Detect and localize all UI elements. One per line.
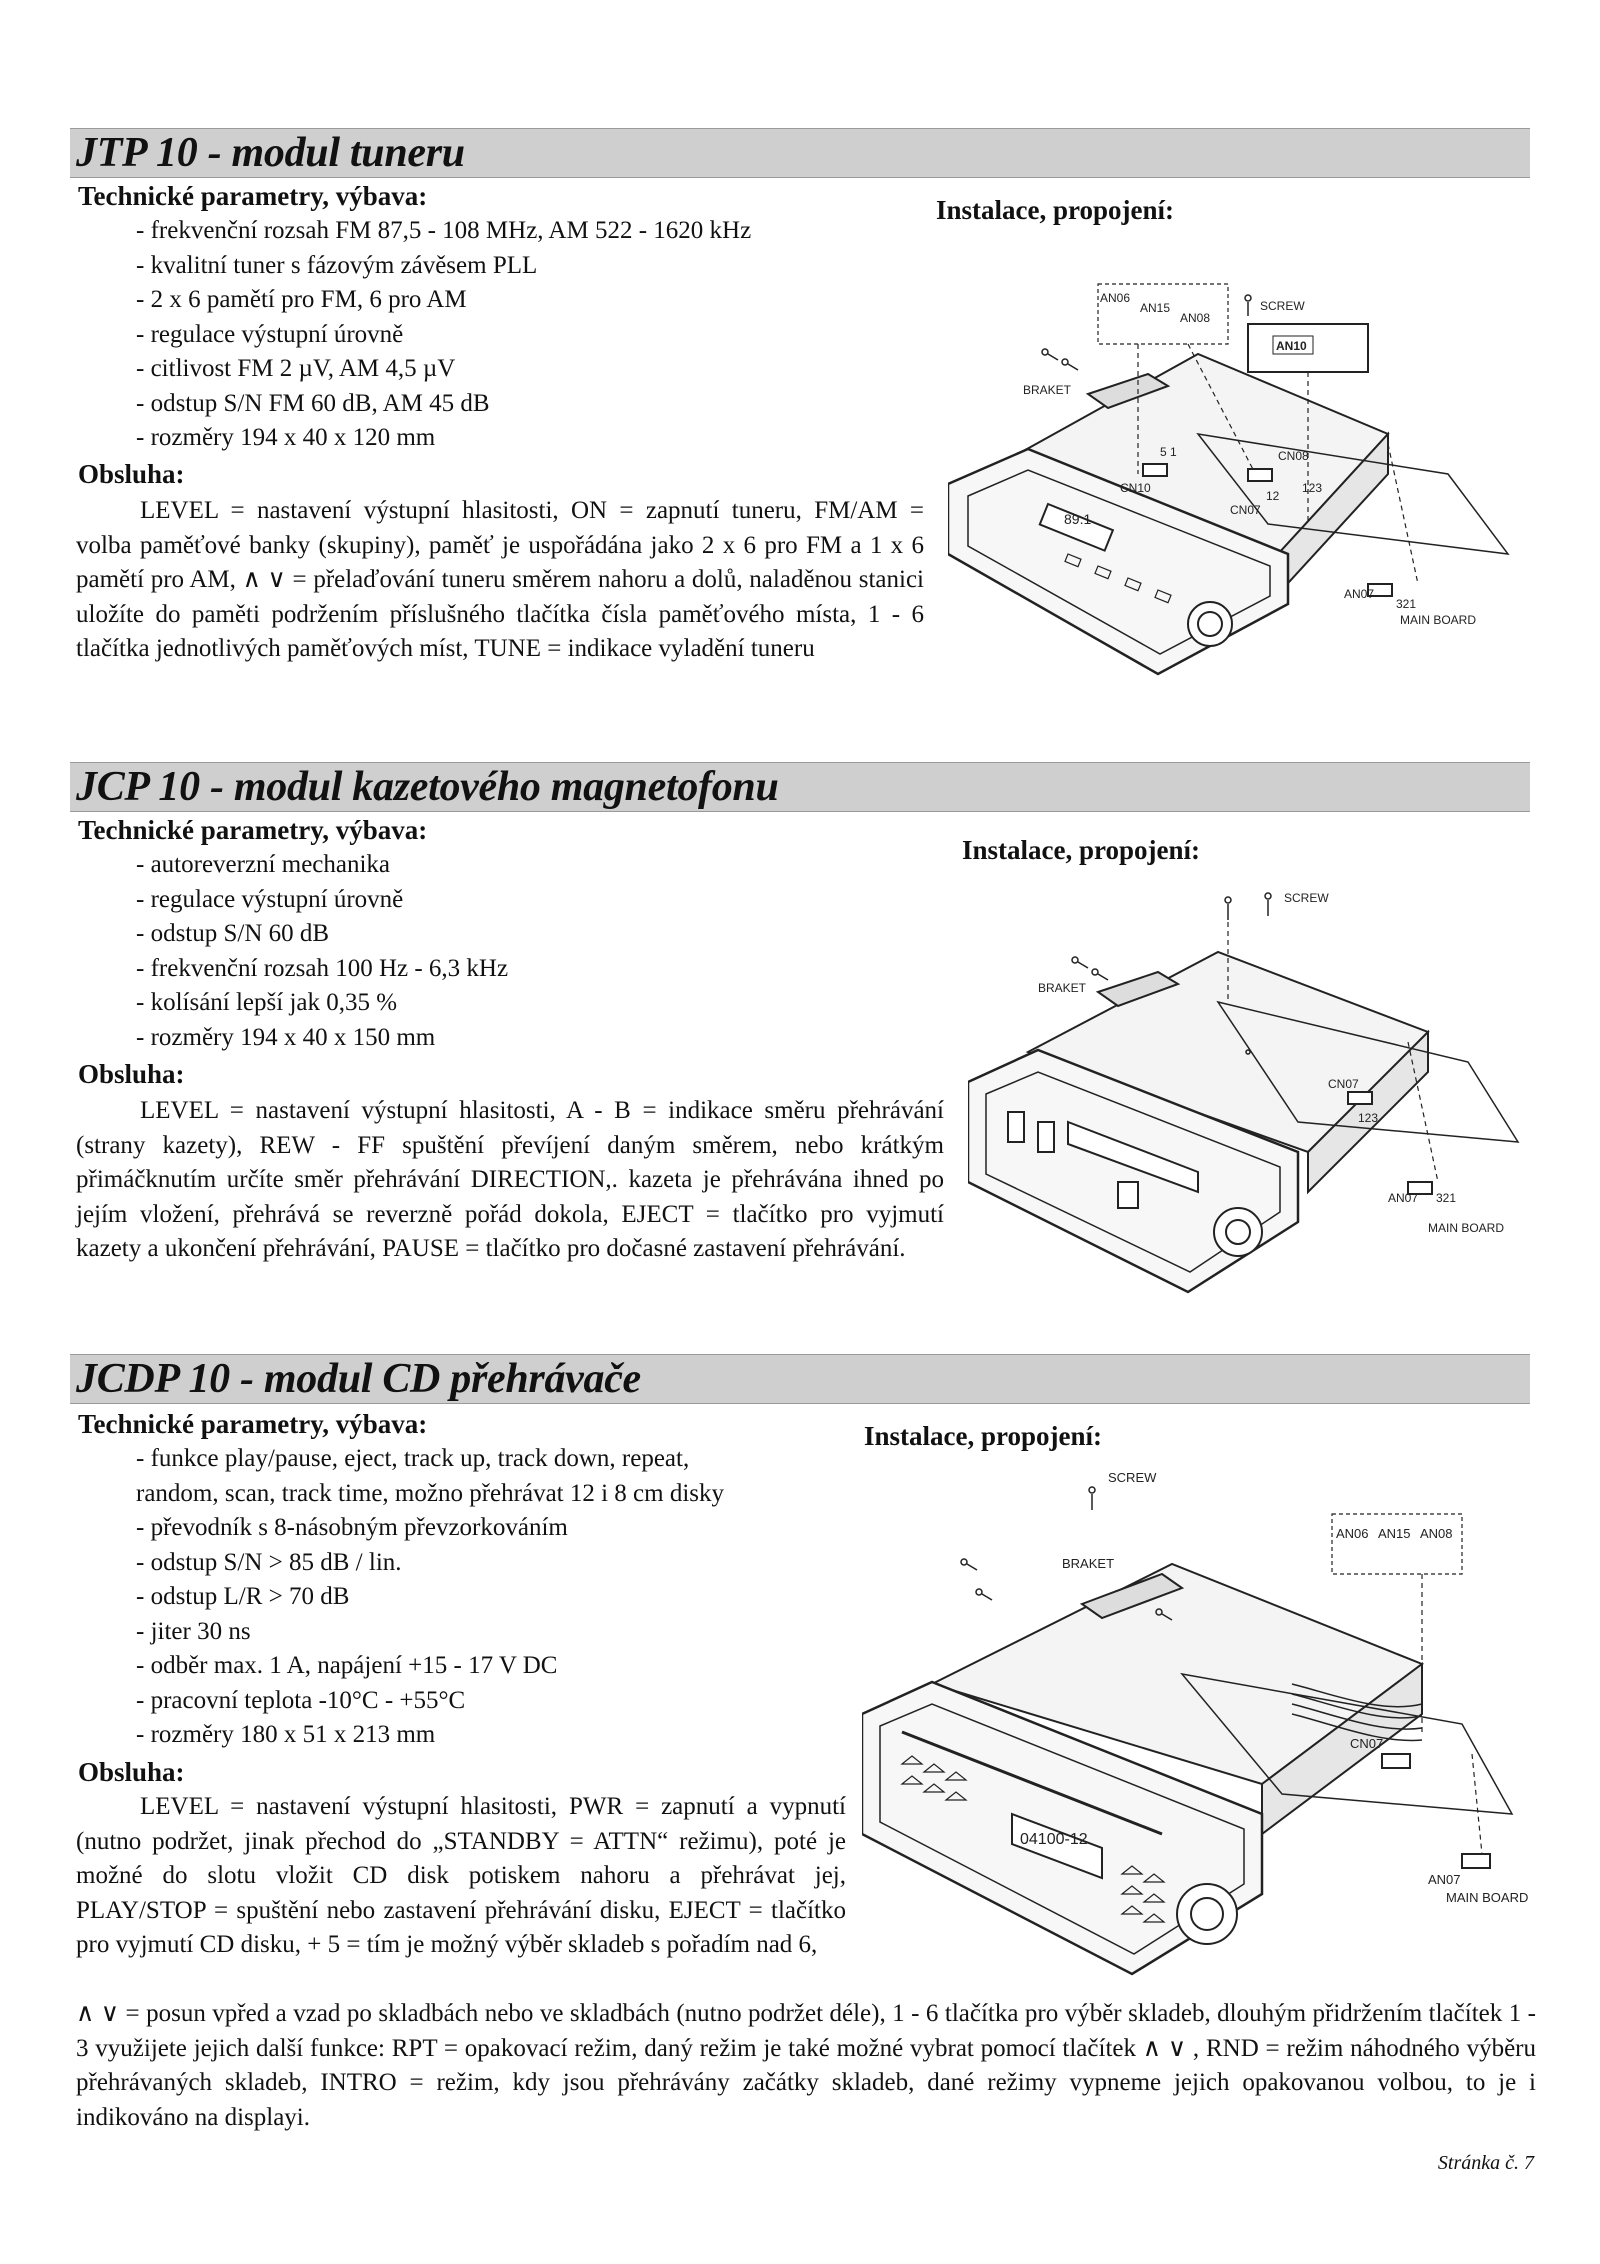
- specs-heading: Technické parametry, výbava:: [78, 181, 428, 211]
- label-braket: BRAKET: [1023, 383, 1072, 397]
- label-main-board: MAIN BOARD: [1428, 1221, 1505, 1235]
- label-cn07: CN07: [1230, 503, 1261, 517]
- spec-item: - autoreverzní mechanika: [136, 851, 391, 878]
- section-title: JTP 10 - modul tuneru: [76, 130, 465, 176]
- label-pins-b: 12: [1266, 489, 1280, 503]
- section-title-bar: [70, 762, 1530, 812]
- spec-item: - rozměry 194 x 40 x 150 mm: [136, 1023, 436, 1051]
- label-an15: AN15: [1378, 1526, 1411, 1541]
- label-braket: BRAKET: [1062, 1556, 1115, 1571]
- label-pins-a: 5 1: [1160, 445, 1177, 459]
- specs-list: [136, 848, 508, 1055]
- spec-item: - odstup S/N > 85 dB / lin.: [136, 1548, 402, 1576]
- install-heading: Instalace, propojení:: [962, 835, 1201, 865]
- spec-item: - odstup L/R > 70 dB: [136, 1583, 350, 1610]
- label-an07: AN07: [1344, 587, 1375, 601]
- spec-item: - odběr max. 1 A, napájení +15 - 17 V DC: [136, 1652, 558, 1679]
- label-screw: SCREW: [1260, 299, 1305, 313]
- label-an08: AN08: [1420, 1526, 1453, 1541]
- label-an06: AN06: [1100, 291, 1131, 305]
- label-main-board: MAIN BOARD: [1400, 613, 1477, 627]
- spec-item: - citlivost FM 2 µV, AM 4,5 µV: [136, 355, 456, 382]
- label-an06: AN06: [1336, 1526, 1369, 1541]
- label-display: 89.1: [1064, 511, 1092, 527]
- label-cn07: CN07: [1328, 1077, 1359, 1091]
- label-an10: AN10: [1276, 339, 1307, 353]
- spec-item: - jiter 30 ns: [136, 1617, 251, 1645]
- operation-text-wide: ∧ ∨ = posun vpřed a vzad po skladbách nebo ve skladbách (nutno podržet déle), 1 - 6 tlačítka pro výběr skladeb, dlouhým přidržením tlačítek 1 - 3 využijete jejich další funkce: RPT = opakovací režim, daný režim je také možné vybrat pomocí tlačítek ∧ ∨ , RND = režim náhodného výběru přehrávaných skladeb, INTRO = režim, kdy jsou přehrávány začátky skladeb, dané režimy vypneme jejich opakovanou volbou, to je i indikováno na displayi.: [76, 2000, 1536, 2131]
- install-heading: Instalace, propojení:: [936, 195, 1175, 225]
- section-cd-player: [70, 1354, 1536, 2131]
- spec-item: - regulace výstupní úrovně: [136, 320, 404, 348]
- label-an15: AN15: [1140, 301, 1171, 315]
- operation-heading: Obsluha:: [78, 1757, 185, 1787]
- section-cassette: [70, 762, 1530, 1322]
- spec-item: - funkce play/pause, eject, track up, track down, repeat,: [136, 1445, 690, 1472]
- spec-item: - odstup S/N 60 dB: [136, 920, 330, 947]
- spec-item: - frekvenční rozsah FM 87,5 - 108 MHz, AM 522 - 1620 kHz: [136, 217, 752, 244]
- label-an08: AN08: [1180, 311, 1211, 325]
- operation-heading: Obsluha:: [78, 1059, 185, 1089]
- section-title-bar: [70, 128, 1530, 178]
- label-cn07: CN07: [1350, 1736, 1384, 1751]
- page-number: Stránka č. 7: [1437, 2152, 1534, 2174]
- label-braket: BRAKET: [1038, 981, 1087, 995]
- label-pins-d: 321: [1436, 1191, 1457, 1205]
- spec-item: - regulace výstupní úrovně: [136, 885, 404, 913]
- install-heading: Instalace, propojení:: [864, 1421, 1103, 1451]
- label-main-board: MAIN BOARD: [1446, 1890, 1529, 1905]
- label-pins-c: 123: [1302, 481, 1323, 495]
- spec-item: - rozměry 194 x 40 x 120 mm: [136, 424, 436, 451]
- label-cn10: CN10: [1120, 481, 1151, 495]
- cd-install-diagram: [862, 1454, 1530, 1990]
- spec-item: - kvalitní tuner s fázovým závěsem PLL: [136, 251, 538, 279]
- label-screw: SCREW: [1284, 891, 1329, 905]
- operation-heading: Obsluha:: [78, 459, 185, 489]
- specs-heading: Technické parametry, výbava:: [78, 815, 428, 845]
- label-pins-c: 123: [1358, 1111, 1379, 1125]
- section-tuner: [70, 128, 1530, 728]
- section-title-bar: [70, 1354, 1530, 1404]
- specs-heading: Technické parametry, výbava:: [78, 1409, 428, 1439]
- label-cn08: CN08: [1278, 449, 1309, 463]
- spec-item: - pracovní teplota -10°C - +55°C: [136, 1686, 466, 1714]
- specs-list: [136, 1442, 724, 1753]
- label-an07: AN07: [1388, 1191, 1419, 1205]
- label-pins-d: 321: [1396, 597, 1417, 611]
- specs-list: [136, 214, 751, 456]
- spec-item: - 2 x 6 pamětí pro FM, 6 pro AM: [136, 286, 467, 313]
- label-screw: SCREW: [1108, 1470, 1157, 1485]
- tuner-install-diagram: [948, 224, 1528, 724]
- operation-text-narrow: LEVEL = nastavení výstupní hlasitosti, PWR = zapnutí a vypnutí (nutno podržet, jinak přechod do „STANDBY = ATTN“ režimu), poté je možné do slotu vložit CD disk potiskem nahoru a přehrávat jej, PLAY/STOP = spuštění nebo zastavení přehrávání disku, EJECT = tlačítko pro vyjmutí CD disku, + 5 = tím je možný výběr skladeb s pořadím nad 6,: [76, 1793, 846, 1958]
- spec-item: - kolísání lepší jak 0,35 %: [136, 989, 398, 1016]
- spec-item: - odstup S/N FM 60 dB, AM 45 dB: [136, 389, 490, 417]
- operation-text: LEVEL = nastavení výstupní hlasitosti, A - B = indikace směru přehrávání (strany kazety), REW - FF spuštění převíjení daným směrem, nebo krátkým přimáčknutím určíte směr přehrávání DIRECTION,. kazeta je přehrávána ihned po jejím vložení, přehrává se reverzně pořád dokola, EJECT = tlačítko pro vyjmutí kazety a ukončení přehrávání, PAUSE = tlačítko pro dočasné zastavení přehrávání.: [76, 1097, 944, 1262]
- spec-item: - převodník s 8-násobným převzorkováním: [136, 1514, 568, 1541]
- spec-item: - frekvenční rozsah 100 Hz - 6,3 kHz: [136, 954, 509, 982]
- cassette-install-diagram: [968, 882, 1528, 1322]
- label-an07: AN07: [1428, 1872, 1461, 1887]
- section-title: JCP 10 - modul kazetového magnetofonu: [76, 764, 779, 810]
- spec-item: random, scan, track time, možno přehrávat 12 i 8 cm disky: [136, 1479, 725, 1507]
- label-display: 04100-12: [1020, 1831, 1088, 1848]
- section-title: JCDP 10 - modul CD přehrávače: [76, 1356, 641, 1402]
- operation-text: LEVEL = nastavení výstupní hlasitosti, ON = zapnutí tuneru, FM/AM = volba paměťové banky (skupiny), paměť je uspořádána jako 2 x 6 pro FM a 1 x 6 pamětí pro AM, ∧ ∨ = přelaďování tuneru směrem nahoru a dolů, naladěnou stanici uložíte do paměti podržením příslušného tlačítka čísla paměťového místa, 1 - 6 tlačítka jednotlivých paměťových míst, TUNE = indikace vyladění tuneru: [76, 497, 924, 662]
- spec-item: - rozměry 180 x 51 x 213 mm: [136, 1721, 436, 1748]
